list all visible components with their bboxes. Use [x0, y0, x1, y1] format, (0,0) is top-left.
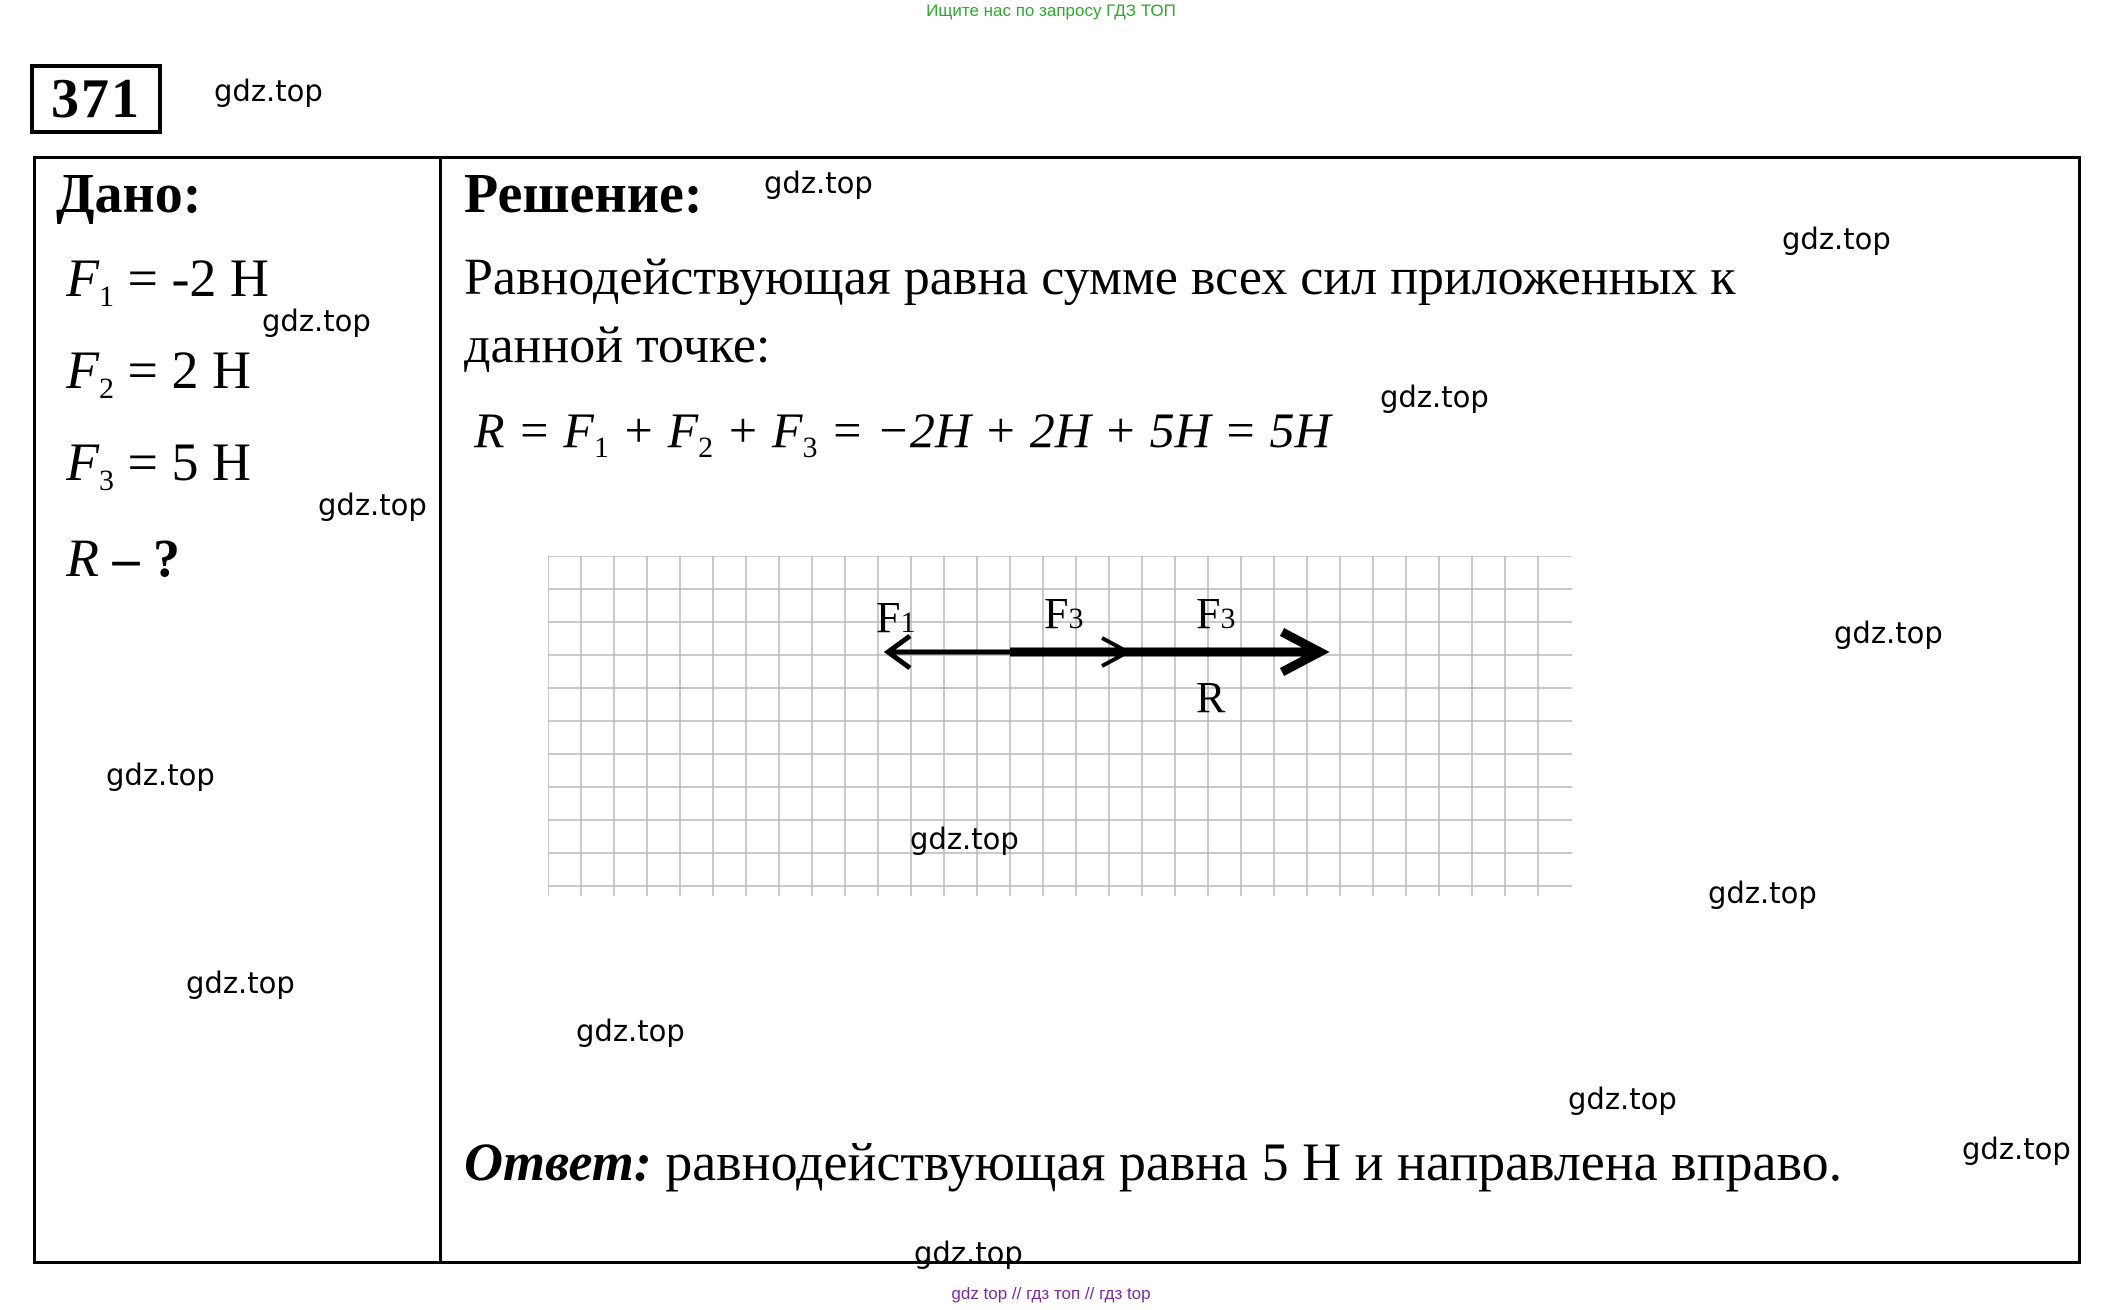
watermark: gdz.top	[1834, 616, 1943, 650]
answer-text: равнодействующая равна 5 Н и направлена вправо.	[651, 1132, 1843, 1192]
watermark: gdz.top	[764, 166, 873, 200]
watermark: gdz.top	[1962, 1132, 2071, 1166]
arrow-f1	[888, 636, 1010, 668]
answer-label: Ответ:	[464, 1132, 652, 1192]
header-note: Ищите нас по запросу ГДЗ ТОП	[926, 1, 1176, 20]
given-f2: $F_2 = 2$ Н	[66, 340, 251, 405]
label-f3-right: F3	[1196, 589, 1236, 638]
given-f3: $F_3 = 5$ Н	[66, 432, 251, 497]
label-f3-left: F3	[1044, 589, 1084, 638]
resultant-formula: $R = F_1 + F_2 + F_3 = -2H + 2H + 5H = 5H$	[474, 402, 1331, 464]
watermark: gdz.top	[186, 966, 295, 1000]
solution-text-line1: Равнодействующая равна сумме всех сил приложенных к	[464, 249, 1736, 306]
problem-number: 371	[30, 64, 162, 134]
watermark: gdz.top	[1782, 222, 1891, 256]
answer-line	[464, 1130, 1842, 1194]
watermark: gdz.top	[1380, 380, 1489, 414]
watermark: gdz.top	[106, 758, 215, 792]
watermark: gdz.top	[576, 1014, 685, 1048]
footer-note: gdz top // гдз топ // гдз top	[951, 1284, 1151, 1303]
force-diagram-svg	[548, 556, 1572, 924]
label-resultant: R	[1196, 673, 1226, 722]
solution-heading: Решение:	[464, 163, 703, 225]
watermark: gdz.top	[262, 304, 371, 338]
column-divider	[439, 156, 442, 1264]
watermark: gdz.top	[1568, 1082, 1677, 1116]
given-f1: $F_1 = -2$ Н	[66, 248, 269, 313]
watermark: gdz.top	[914, 1236, 1023, 1270]
watermark: gdz.top	[1708, 876, 1817, 910]
label-f1: F1	[876, 593, 916, 642]
watermark: gdz.top	[910, 822, 1019, 856]
watermark: gdz.top	[214, 74, 323, 108]
watermark: gdz.top	[318, 488, 427, 522]
solution-text-line2: данной точке:	[464, 317, 771, 374]
given-unknown: R – ?	[66, 528, 180, 588]
given-heading: Дано:	[56, 163, 202, 225]
force-diagram	[548, 556, 1572, 924]
